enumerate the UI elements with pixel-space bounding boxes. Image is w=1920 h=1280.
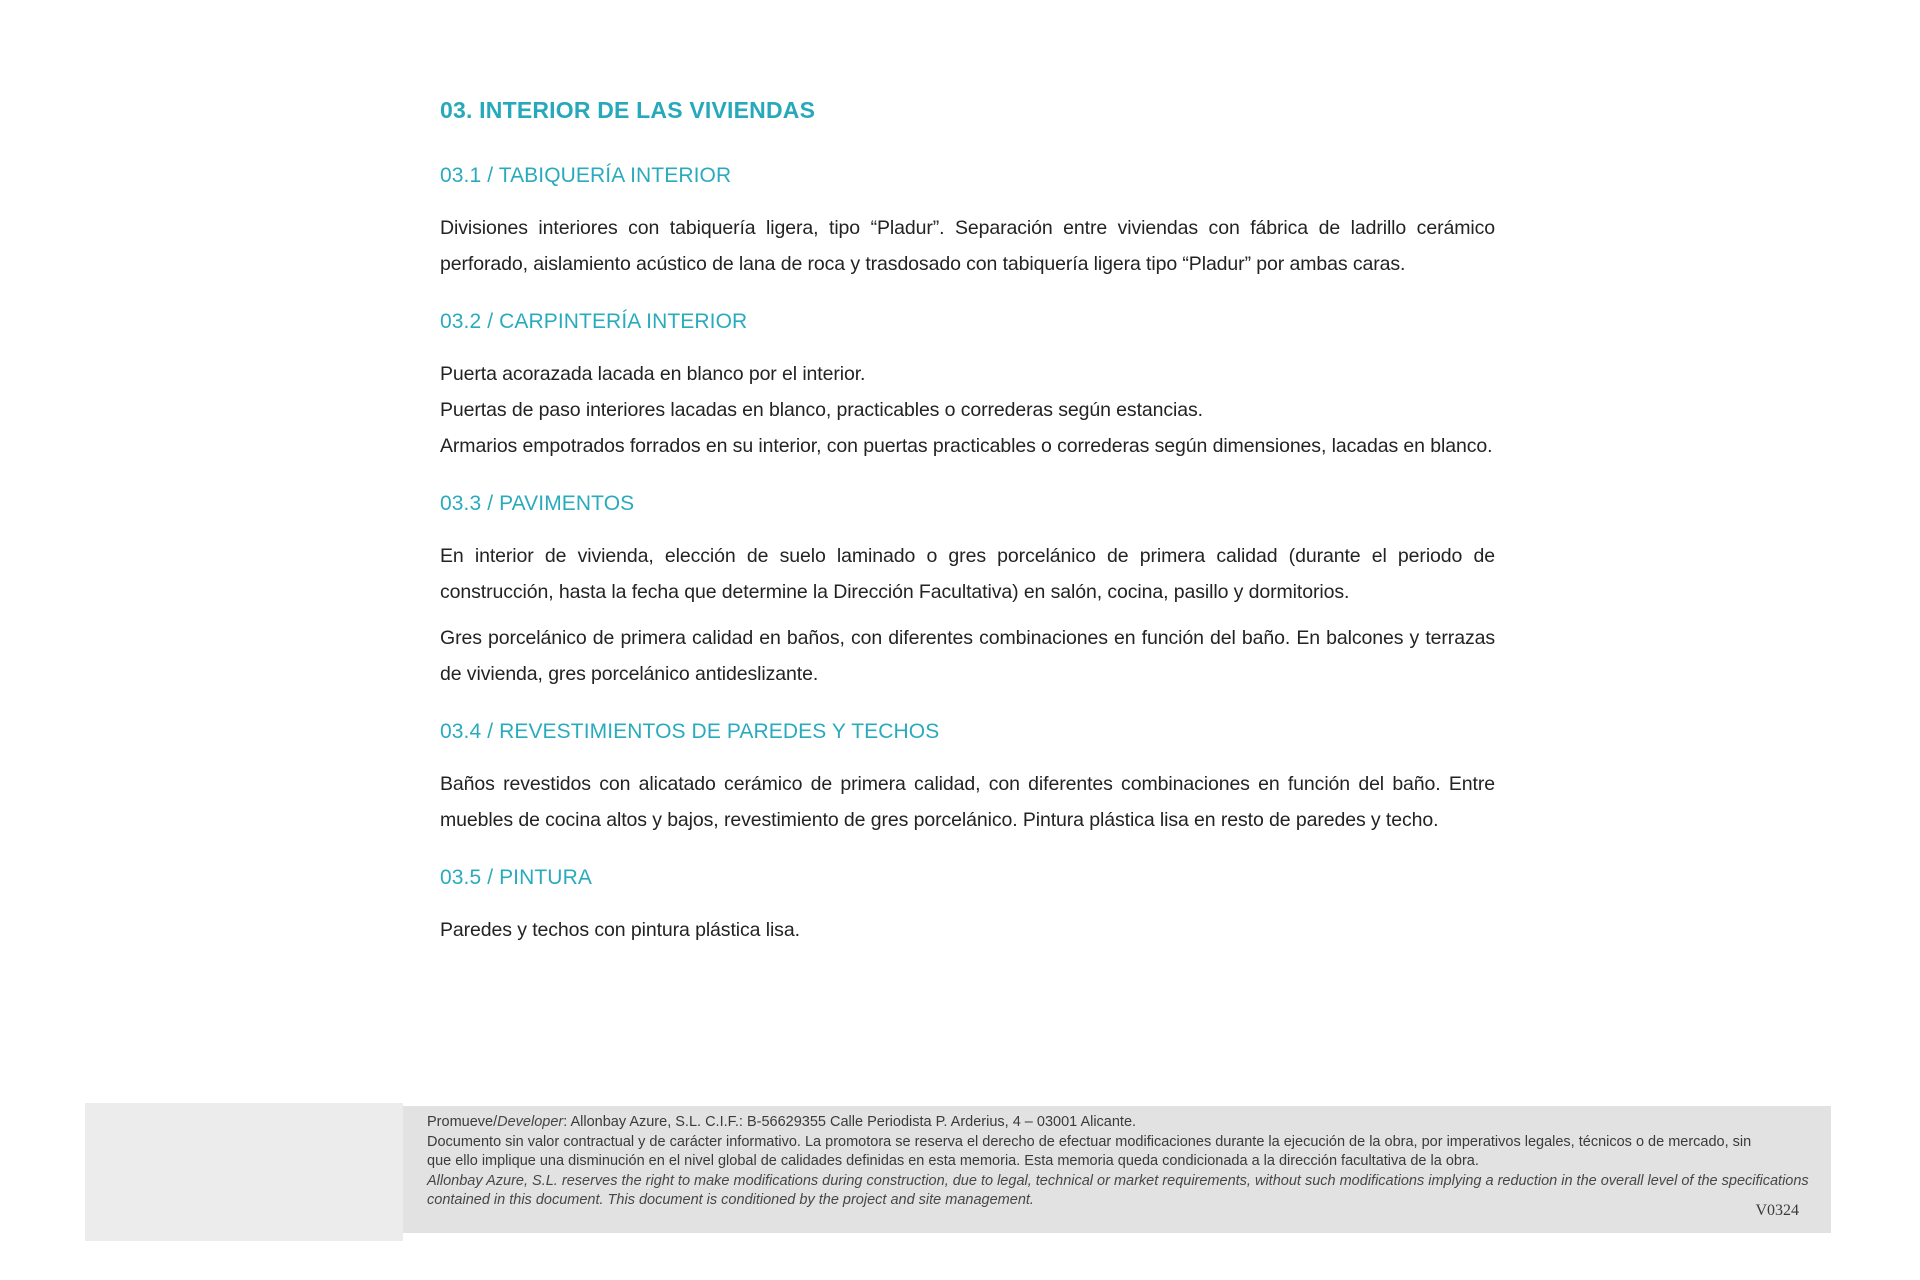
section-heading: 03.4 / REVESTIMIENTOS DE PAREDES Y TECHOS: [440, 720, 940, 743]
section-heading: 03.3 / PAVIMENTOS: [440, 492, 635, 515]
footer-disclaimer-es-line1: Documento sin valor contractual y de carácter informativo. La promotora se reserva el derecho de efectuar modificaciones durante la ejecución de la obra, por imperativos legales, técnicos o de mercado, sin: [427, 1133, 1752, 1150]
footer-disclaimer-en-line1: Allonbay Azure, S.L. reserves the right to make modifications during construction, due to legal, technical or market requirements, without such modifications implying a reduction in the overall level of the specifications: [427, 1172, 1809, 1189]
section-heading: 03.2 / CARPINTERÍA INTERIOR: [440, 310, 748, 333]
paragraph: Puerta acorazada lacada en blanco por el interior.: [440, 363, 866, 385]
footer-disclaimer-es-line2: que ello implique una disminución en el nivel global de calidades definidas en esta memoria. Esta memoria queda condicionada a la dirección facultativa de la obra.: [427, 1153, 1479, 1169]
footer-left-band: [85, 1103, 403, 1241]
section-heading: 03.5 / PINTURA: [440, 866, 592, 889]
paragraph: En interior de vivienda, elección de suelo laminado o gres porcelánico de primera calidad (durante el periodo de construcción, hasta la fecha que determine la Dirección Facultativa) en salón, cocina, pasillo y dormitorios.: [440, 545, 1495, 603]
section-tabiqueria-interior: [440, 162, 1495, 282]
page-title: 03. INTERIOR DE LAS VIVIENDAS: [440, 97, 816, 123]
section-carpinteria-interior: [440, 308, 1495, 464]
section-pintura: [440, 864, 1495, 948]
footer-promoter-developer: Developer: [497, 1114, 564, 1130]
footer-disclaimer-text: [427, 1113, 1809, 1211]
document-content: [440, 97, 1495, 958]
paragraph: Gres porcelánico de primera calidad en baños, con diferentes combinaciones en función del baño. En balcones y terrazas de vivienda, gres porcelánico antideslizante.: [440, 627, 1495, 685]
section-heading: 03.1 / TABIQUERÍA INTERIOR: [440, 164, 732, 187]
footer-disclaimer-en-line2: contained in this document. This document is conditioned by the project and site management.: [427, 1192, 1034, 1208]
paragraph: Paredes y techos con pintura plástica lisa.: [440, 919, 800, 941]
paragraph: Baños revestidos con alicatado cerámico de primera calidad, con diferentes combinaciones en función del baño. Entre muebles de cocina altos y bajos, revestimiento de gres porcelánico. Pintura plástica lisa en resto de paredes y techo.: [440, 773, 1495, 831]
paragraph: Divisiones interiores con tabiquería ligera, tipo “Pladur”. Separación entre viviendas con fábrica de ladrillo cerámico perforado, aislamiento acústico de lana de roca y trasdosado con tabiquería ligera tipo “Pladur” por ambas caras.: [440, 217, 1495, 275]
paragraph: Puertas de paso interiores lacadas en blanco, practicables o correderas según estancias.: [440, 399, 1203, 421]
paragraph: Armarios empotrados forrados en su interior, con puertas practicables o correderas según dimensiones, lacadas en blanco.: [440, 435, 1493, 457]
footer-promoter-line: Promueve/Developer: Allonbay Azure, S.L. C.I.F.: B-56629355 Calle Periodista P. Arderius, 4 – 03001 Alicante.: [427, 1114, 1137, 1130]
version-label: V0324: [1755, 1202, 1799, 1219]
section-pavimentos: [440, 490, 1495, 692]
section-revestimientos: [440, 718, 1495, 838]
footer-disclaimer-band: [403, 1106, 1831, 1233]
